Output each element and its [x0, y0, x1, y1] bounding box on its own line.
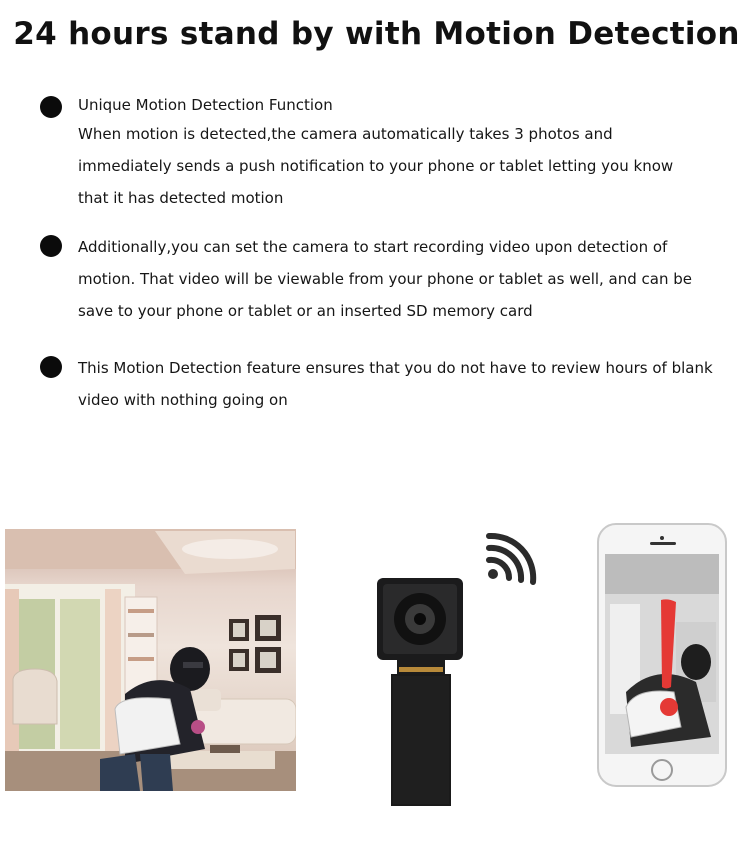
bullet-dot-icon [40, 96, 62, 118]
bullet-text-line: that it has detected motion [78, 189, 284, 207]
bullet-dot-icon [40, 356, 62, 378]
room-intruder-photo [5, 529, 296, 791]
wifi-signal-icon [488, 536, 533, 582]
bullet-text-line: immediately sends a push notification to your phone or tablet letting you know [78, 157, 674, 175]
bullet-text-line: motion. That video will be viewable from your phone or tablet as well, and can be [78, 270, 693, 288]
bullet-heading: Unique Motion Detection Function [78, 96, 333, 114]
bullet-text-line: When motion is detected,the camera automatically takes 3 photos and [78, 125, 613, 143]
bullet-text-line: This Motion Detection feature ensures that you do not have to review hours of blank [78, 359, 713, 377]
page-title: 24 hours stand by with Motion Detection [13, 16, 740, 52]
bullet-dot-icon [40, 235, 62, 257]
smartphone-with-alert [596, 522, 730, 790]
smartphone-alert [596, 522, 730, 790]
bullet-text-line: save to your phone or tablet or an inserted SD memory card [78, 302, 533, 320]
pinhole-camera-module [365, 520, 555, 810]
bullet-text-line: video with nothing going on [78, 391, 288, 409]
bullet-text-line: Additionally,you can set the camera to start recording video upon detection of [78, 238, 668, 256]
room-scene-illustration [5, 529, 296, 791]
camera-module-area [365, 520, 555, 810]
